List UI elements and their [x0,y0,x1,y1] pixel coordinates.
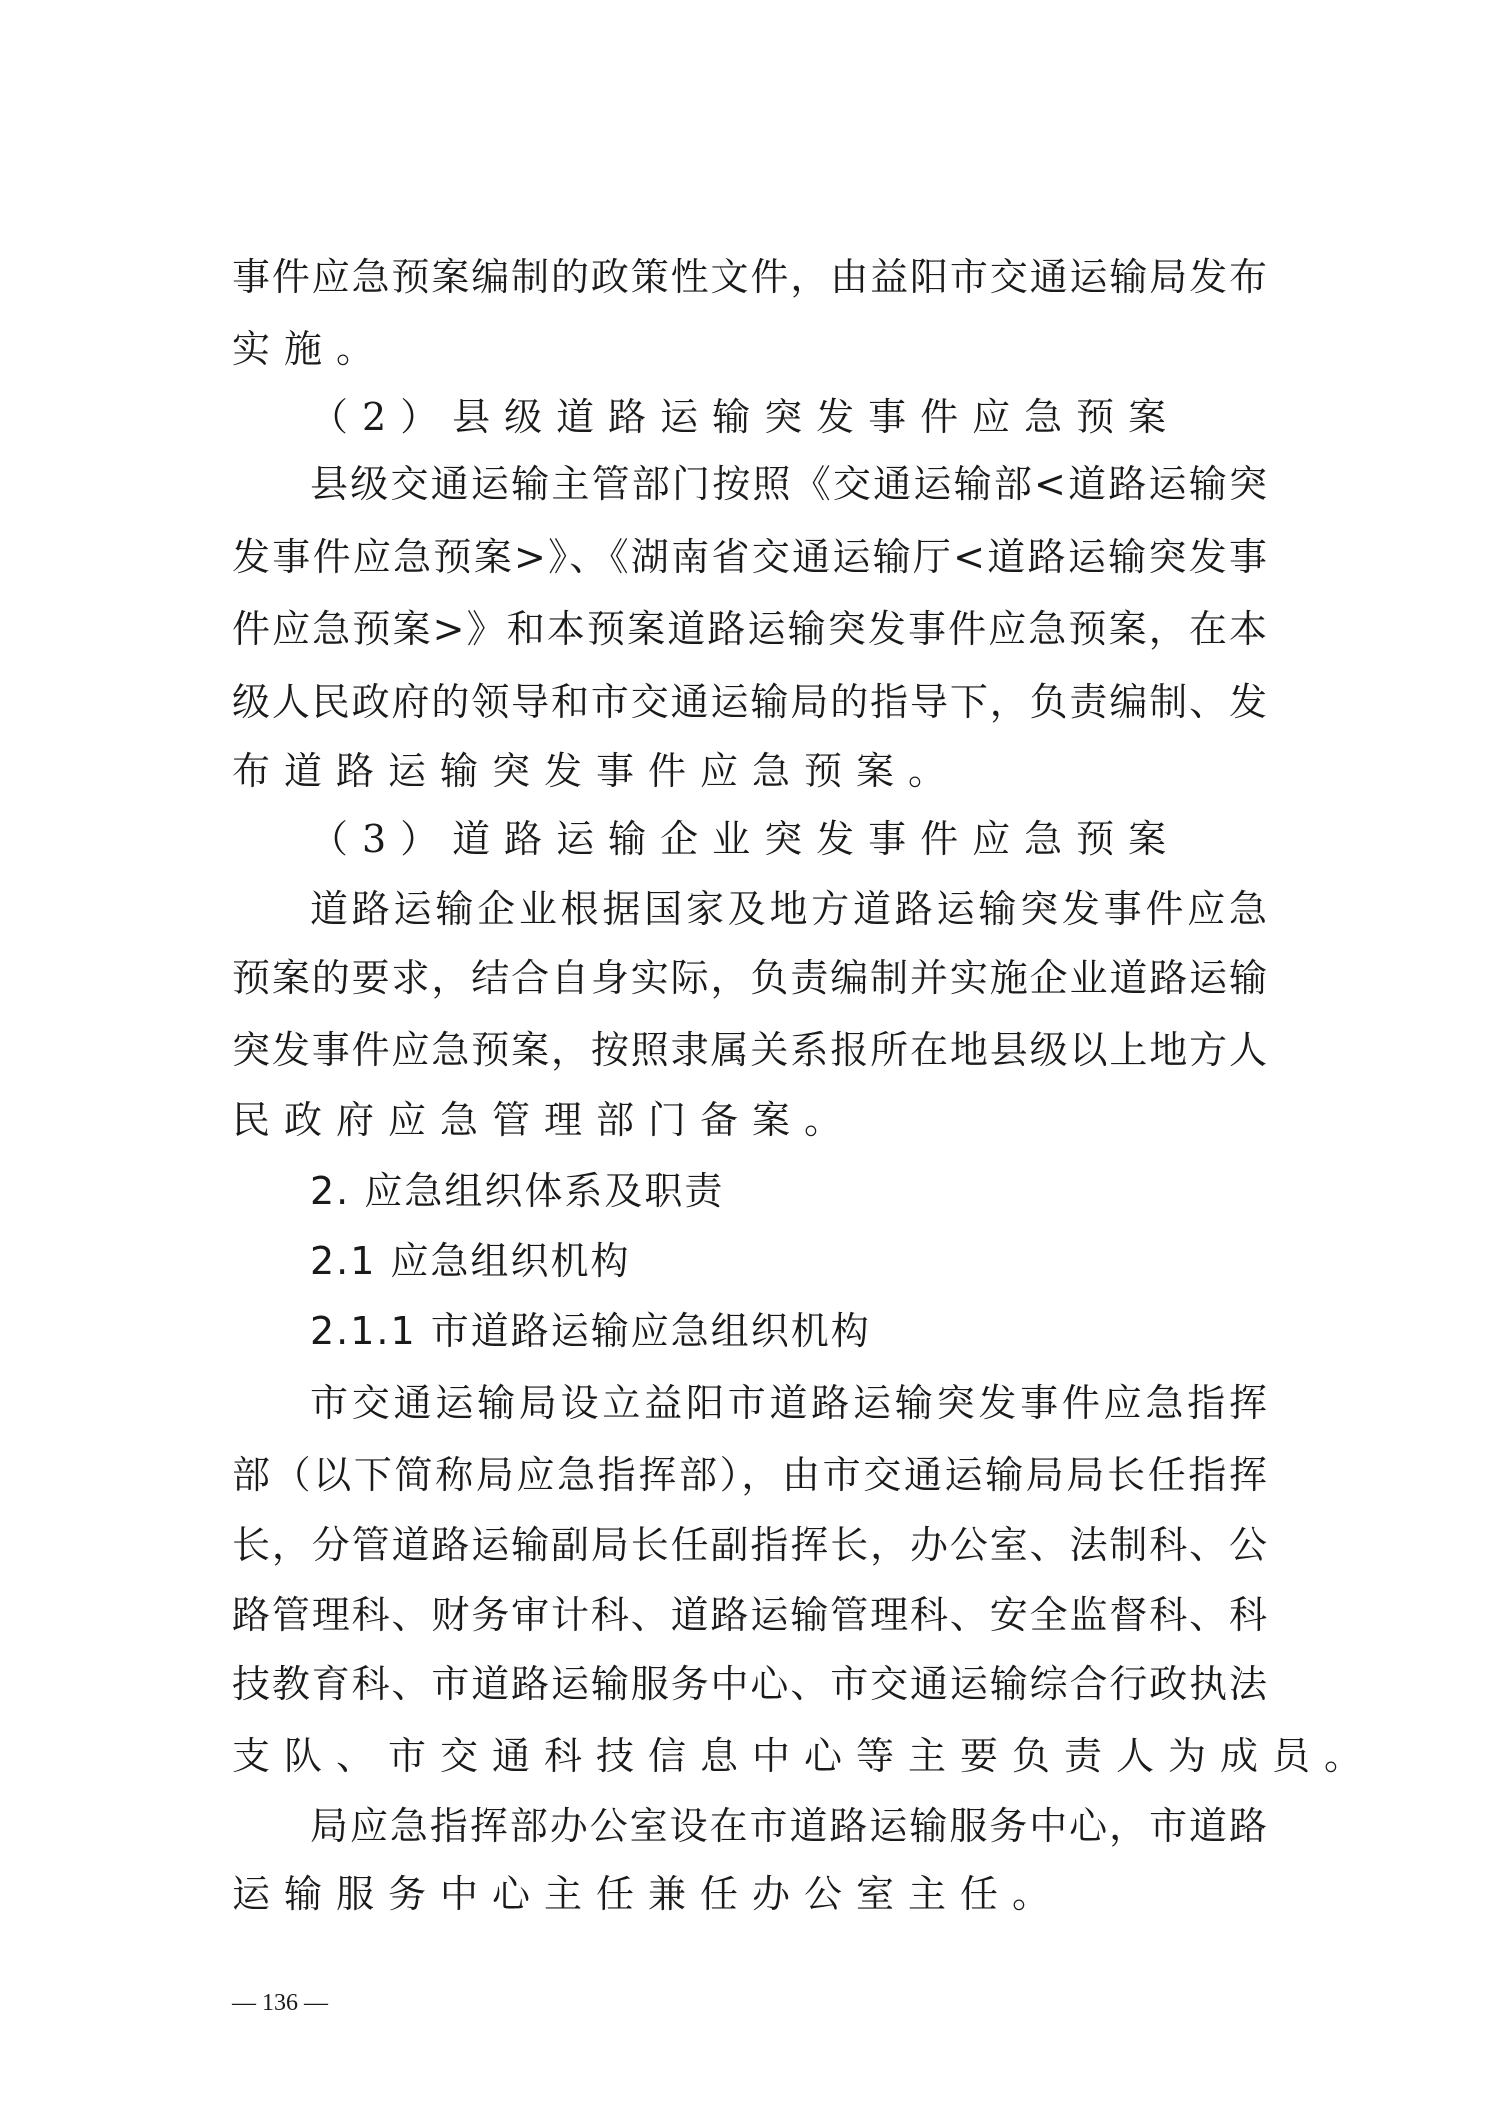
paragraph-line: 县级交通运输主管部门按照《交通运输部<道路运输突 [310,462,1267,506]
paragraph-line: 发事件应急预案>》、《湖南省交通运输厅<道路运输突发事 [232,535,1267,579]
paragraph-line: 事件应急预案编制的政策性文件，由益阳市交通运输局发布 [232,255,1267,299]
paragraph-line: 级人民政府的领导和市交通运输局的指导下，负责编制、发 [232,680,1267,724]
section-heading: 2. 应急组织体系及职责 [310,1169,725,1213]
paragraph-line: 件应急预案>》和本预案道路运输突发事件应急预案，在本 [232,607,1267,651]
paragraph-line: 道路运输企业根据国家及地方道路运输突发事件应急 [310,887,1267,931]
paragraph-line: 实施。 [232,327,389,371]
paragraph-line: 市交通运输局设立益阳市道路运输突发事件应急指挥 [310,1381,1267,1425]
section-heading: 2.1.1 市道路运输应急组织机构 [310,1309,871,1353]
paragraph-line: 部（以下简称局应急指挥部），由市交通运输局局长任指挥 [232,1453,1267,1497]
subheading: （3）道路运输企业突发事件应急预案 [310,817,1181,861]
paragraph-line: 预案的要求，结合自身实际，负责编制并实施企业道路运输 [232,956,1267,1000]
paragraph-line: 路管理科、财务审计科、道路运输管理科、安全监督科、科 [232,1593,1267,1637]
paragraph-line: 运输服务中心主任兼任办公室主任。 [232,1872,1065,1916]
paragraph-line: 技教育科、市道路运输服务中心、市交通运输综合行政执法 [232,1662,1267,1706]
paragraph-line: 局应急指挥部办公室设在市道路运输服务中心，市道路 [310,1804,1267,1848]
paragraph-line: 突发事件应急预案，按照隶属关系报所在地县级以上地方人 [232,1028,1267,1072]
paragraph-line: 布道路运输突发事件应急预案。 [232,749,961,793]
paragraph-line: 支队、市交通科技信息中心等主要负责人为成员。 [232,1734,1377,1778]
paragraph-line: 民政府应急管理部门备案。 [232,1098,857,1142]
paragraph-line: 长，分管道路运输副局长任副指挥长，办公室、法制科、公 [232,1523,1267,1567]
page-number: — 136 — [232,1990,328,2016]
subheading: （2）县级道路运输突发事件应急预案 [310,395,1181,439]
section-heading: 2.1 应急组织机构 [310,1239,631,1283]
